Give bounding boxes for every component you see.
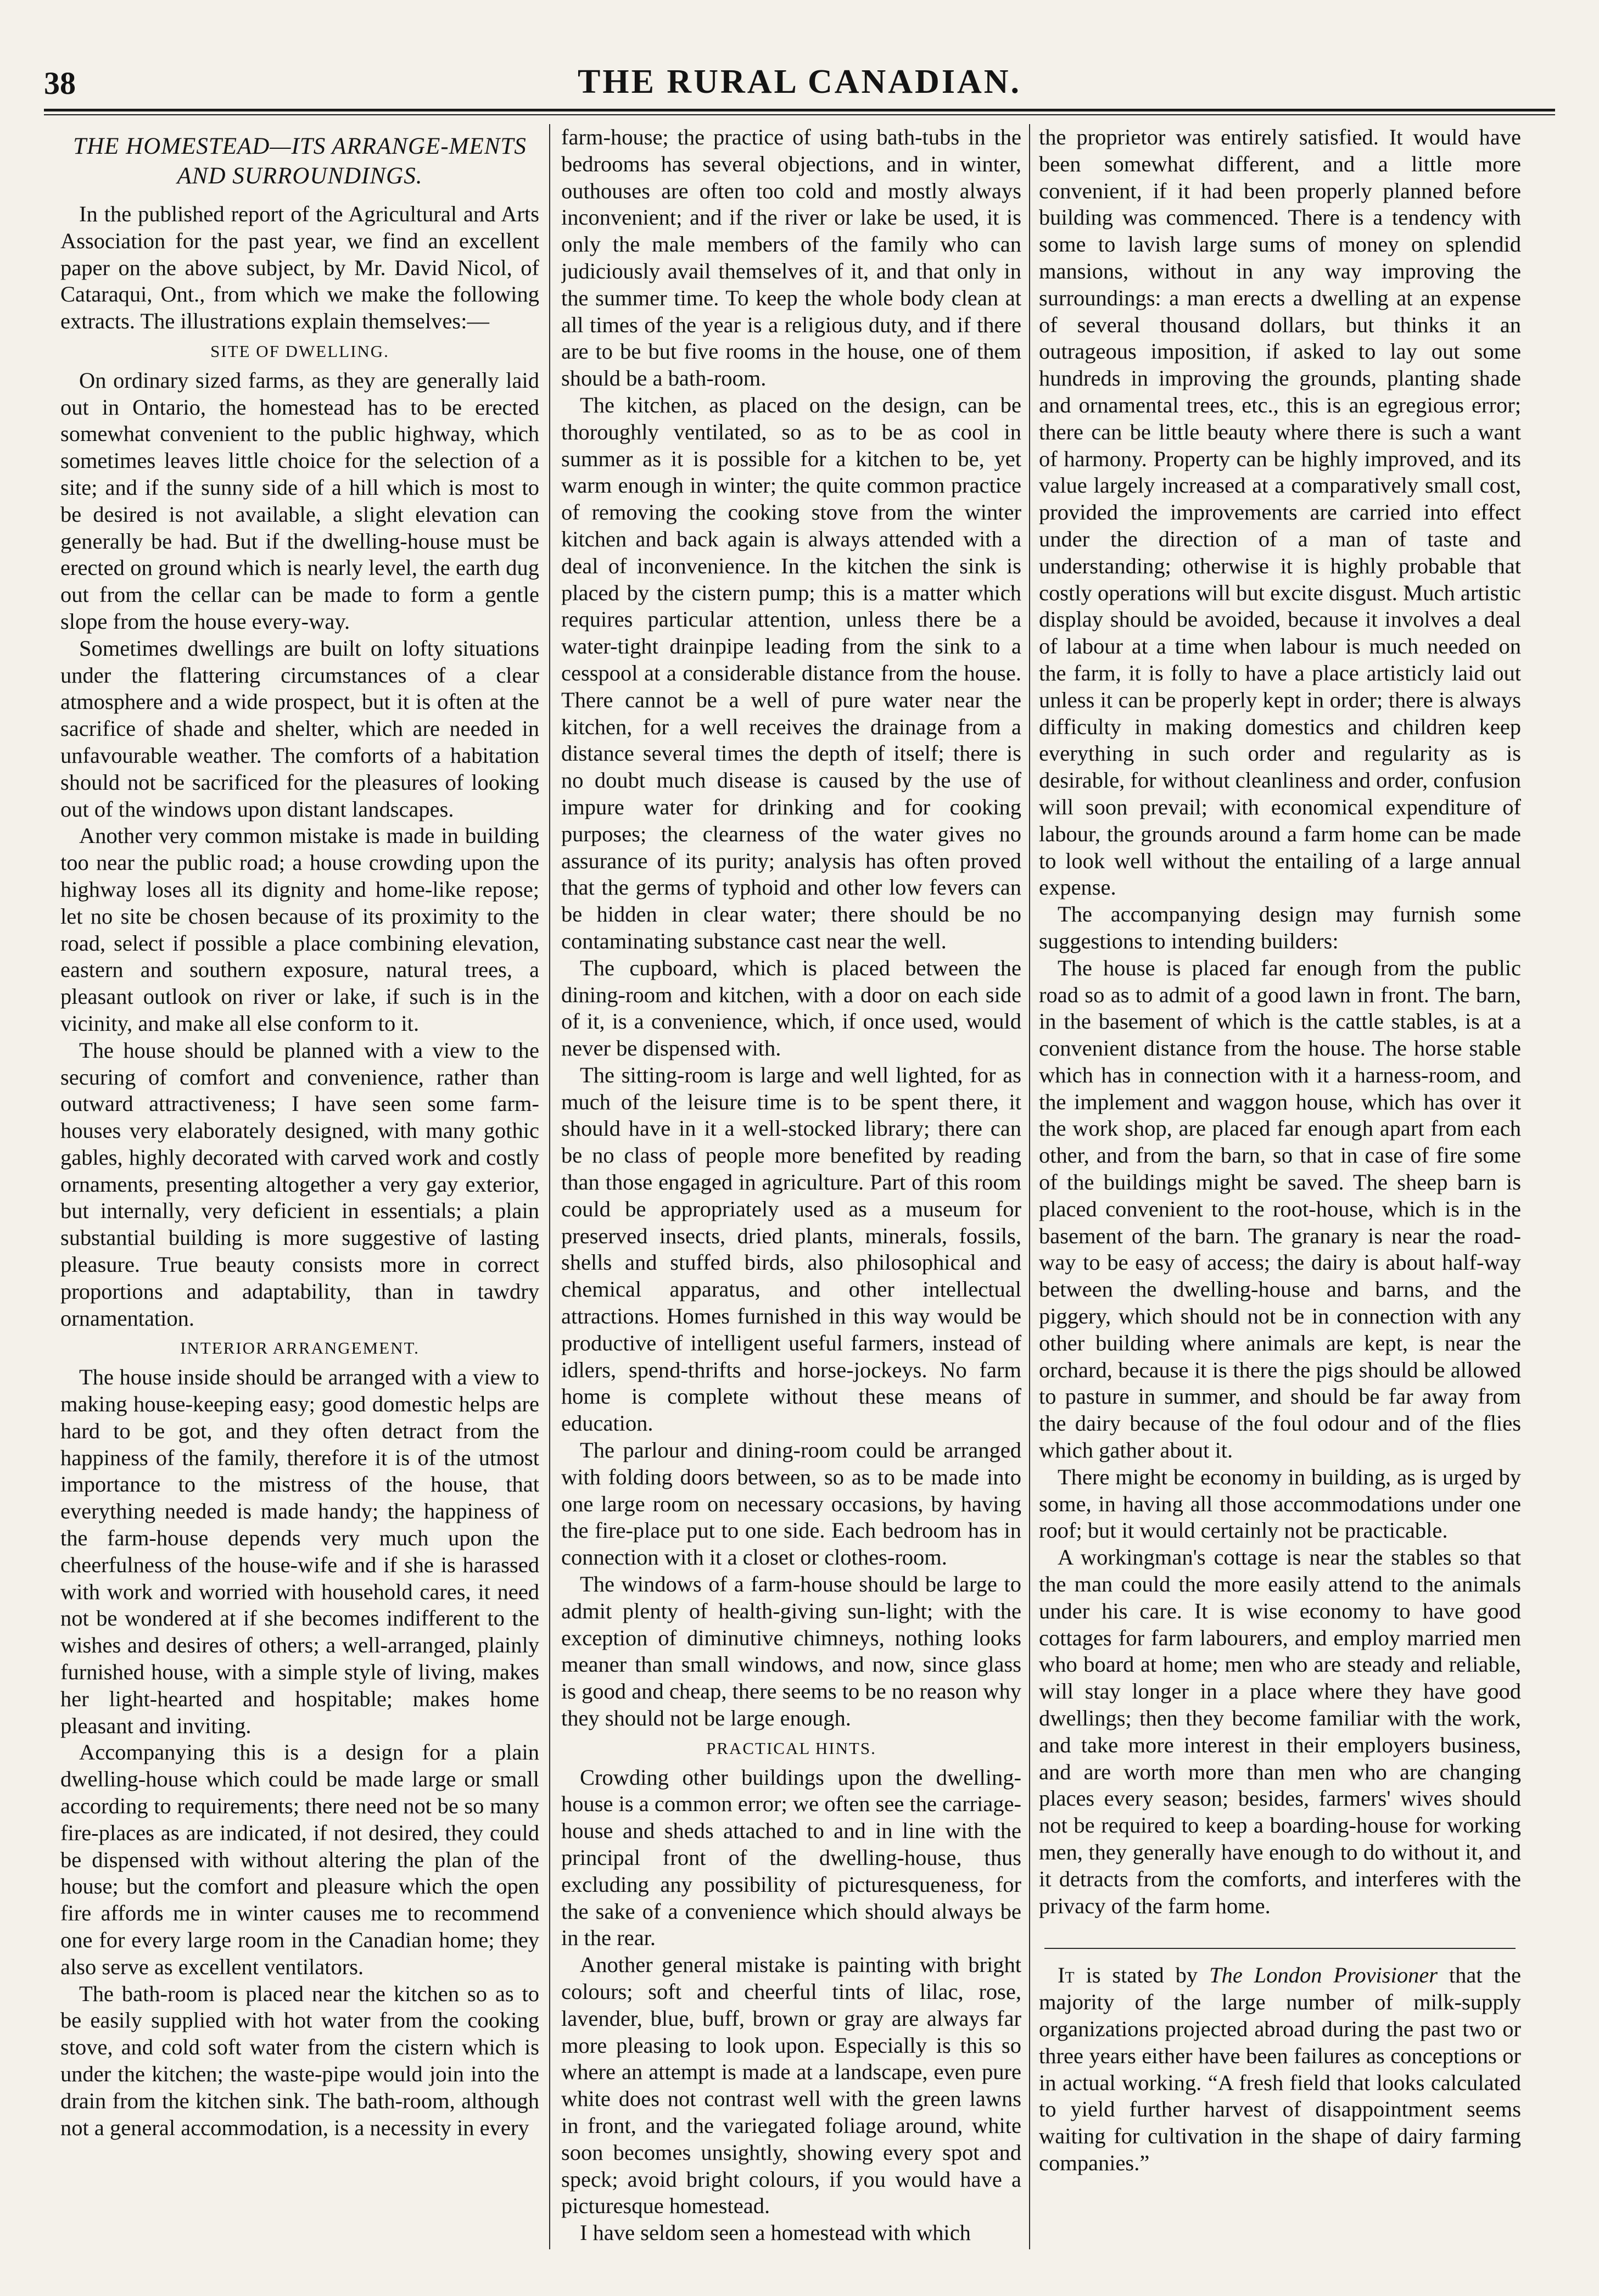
paragraph: Another general mistake is painting with bright colours; soft and cheerful tints of lilac, rose, lavender, blue, buff, brown or gray are always far more pleasing to look upon. Especially is this so where an attempt is made at a landscape, even pure white does not contrast well with the green lawns in front, and the variegated foliage around, white soon becomes unsightly, showing every spot and speck; avoid bright colours, if you would have a picturesque homestead. xyxy=(561,1952,1021,2219)
paragraph: The sitting-room is large and well lighted, for as much of the leisure time is to be spent there, it should have in it a well-stocked library; there can be no class of people more benefited by reading than those engaged in agriculture. Part of this room could be appropriately used as a museum for preserved insects, dried plants, minerals, fossils, shells and stuffed birds, also philosophical and chemical apparatus, and other intellectual attractions. Homes furnished in this way would be productive of intelligent useful farmers, instead of idlers, spend-thrifts and horse-jockeys. No farm home is complete without these means of education. xyxy=(561,1062,1021,1436)
masthead-title: THE RURAL CANADIAN. xyxy=(577,63,1021,100)
paragraph: the proprietor was entirely satisfied. It would have been somewhat different, and a little more convenient, if it had been properly planned before building was commenced. There is a tendency with some to lavish large sums of money on splendid mansions, without in any way improving the surroundings: a man erects a dwelling at an expense of several thousand dollars, but thinks it an outrageous imposition, if asked to lay out some hundreds in improving the grounds, planting shade and ornamental trees, etc., this is an egregious error; there can be little beauty where there is such a want of harmony. Property can be highly improved, and its value largely increased at a comparatively small cost, provided the improvements are carried into effect under the direction of a man of taste and understanding; otherwise it is highly probable that costly operations will but excite disgust. Much artistic display should be avoided, because it involves a deal of labour at a time when labour is much needed on the farm, it is folly to have a place artisticly laid out unless it can be properly kept in order; there is always difficulty in making domestics and children keep everything in such order and regularity as is desirable, for without cleanliness and order, confusion will soon prevail; with economical expenditure of labour, the grounds around a farm home can be made to look well without the entailing of a large annual expense. xyxy=(1039,125,1521,900)
news-note xyxy=(1039,1962,1521,2176)
article-title: THE HOMESTEAD—ITS ARRANGE-MENTS AND SURROUNDINGS. xyxy=(73,133,527,189)
paragraph: The cupboard, which is placed between the dining-room and kitchen, with a door on each side of it, is a convenience, which, if once used, would never be dispensed with. xyxy=(561,955,1021,1061)
note-lead: It xyxy=(1058,1963,1075,1988)
paragraph: A workingman's cottage is near the stables so that the man could the more easily attend to the animals under his care. It is wise economy to have good cottages for farm labourers, and employ married men who board at home; men who are steady and reliable, will stay longer in a place where they have good dwellings; then they become familiar with the work, and take more interest in their employers business, and are worth more than men who are changing places every season; besides, farmers' wives should not be required to keep a boarding-house for working men, they generally have enough to do without it, and it detracts from the comforts, and interferes with the privacy of the farm home. xyxy=(1039,1545,1521,1918)
column-3 xyxy=(1039,124,1521,2255)
paragraph: The kitchen, as placed on the design, can be thoroughly ventilated, so as to be as cool in summer as it is possible for a kitchen to be, yet warm enough in winter; the quite common practice of removing the cooking stove from the winter kitchen and back again is always attended with a deal of inconvenience. In the kitchen the sink is placed by the cistern pump; this is a matter which requires particular attention, unless there be a water-tight drainpipe leading from the sink to a cesspool at a considerable distance from the house. There cannot be a well of pure water near the kitchen, for a well receives the drainage from a distance several times the depth of itself; there is no doubt much disease is caused by the use of impure water for drinking and for cooking purposes; the clearness of the water gives no assurance of its purity; analysis has often proved that the germs of typhoid and other low fevers can be hidden in clear water; there should be no contaminating substance cast near the well. xyxy=(561,392,1021,953)
paragraph: The parlour and dining-room could be arranged with folding doors between, so as to be made into one large room on necessary occasions, by having the fire-place put to one side. Each bedroom has in connection with it a closet or clothes-room. xyxy=(561,1438,1021,1570)
paragraph: The bath-room is placed near the kitchen so as to be easily supplied with hot water from the cooking stove, and cold soft water from the cistern which is under the kitchen; the waste-pipe would join into the drain from the kitchen sink. The bath-room, although not a general accommodation, is a necessity in every xyxy=(60,1981,539,2140)
column-2 xyxy=(561,124,1021,2255)
article-intro: In the published report of the Agricultural and Arts Association for the past year, we find an excellent paper on the above subject, by Mr. David Nicol, of Cataraqui, Ont., from which we make the following extracts. The illustrations explain themselves:— xyxy=(60,202,539,334)
column-1 xyxy=(60,124,539,2255)
note-text-before: is stated by xyxy=(1074,1963,1210,1988)
note-text-after: that the majority of the large number of milk-supply organizations projected abroad during the past two or three years either have been failures as conceptions or in actual working. “A fresh field that looks calculated to yield further harvest of disappointment seems waiting for cultivation in the shape of dairy farming companies.” xyxy=(1039,1963,1521,2175)
section-heading-interior: INTERIOR ARRANGEMENT. xyxy=(180,1338,420,1358)
section-heading-site: SITE OF DWELLING. xyxy=(210,341,389,361)
column-divider-1 xyxy=(549,124,550,2249)
header-rule-thick xyxy=(44,109,1555,111)
paragraph: Accompanying this is a design for a plain dwelling-house which could be made large or small according to requirements; there need not be so many fire-places as are indicated, if not desired, they could be dispensed with without altering the plan of the house; but the comfort and pleasure which the open fire affords me in winter causes me to recommend one for every large room in the Canadian home; they also serve as excellent ventilators. xyxy=(60,1740,539,1979)
page-header xyxy=(44,65,1555,103)
article-divider xyxy=(1044,1948,1516,1949)
column-divider-2 xyxy=(1029,124,1030,2249)
paragraph: I have seldom seen a homestead with which xyxy=(580,2220,971,2245)
paragraph: Sometimes dwellings are built on lofty situations under the flattering circumstances of a clear atmosphere and a wide prospect, but it is often at the sacrifice of shade and shelter, which are needed in unfavourable weather. The comforts of a habitation should not be sacrificed for the pleasures of looking out of the windows upon distant landscapes. xyxy=(60,635,539,822)
note-source: The London Provisioner xyxy=(1209,1963,1438,1988)
paragraph: Another very common mistake is made in building too near the public road; a house crowding upon the highway loses all its dignity and home-like repose; let no site be chosen because of its proximity to the road, select if possible a place combining elevation, eastern and southern exposure, natural trees, a pleasant outlook on river or lake, if such is in the vicinity, and make all else conform to it. xyxy=(60,823,539,1036)
page-number: 38 xyxy=(44,65,76,101)
header-rule-thin xyxy=(44,114,1555,115)
paragraph: On ordinary sized farms, as they are generally laid out in Ontario, the homestead has to be erected somewhat convenient to the public highway, which sometimes leaves little choice for the selection of a site; and if the sunny side of a hill which is most to be desired is not available, a slight elevation can generally be had. But if the dwelling-house must be erected on ground which is nearly level, the earth dug out from the cellar can be made to form a gentle slope from the house every-way. xyxy=(60,367,539,634)
paragraph: The house should be planned with a view to the securing of comfort and convenience, rather than outward attractiveness; I have seen some farm-houses very elaborately designed, with many gothic gables, highly decorated with carved work and costly ornaments, presenting altogether a very gay exterior, but internally, very deficient in essentials; a plain substantial building is more suggestive of lasting pleasure. True beauty consists more in correct proportions and adaptability, than in tawdry ornamentation. xyxy=(60,1037,539,1331)
paragraph: The windows of a farm-house should be large to admit plenty of health-giving sun-light; with the exception of diminutive chimneys, nothing looks meaner than small windows, and now, since glass is good and cheap, there seems to be no reason why they should not be large enough. xyxy=(561,1572,1021,1731)
paragraph: The accompanying design may furnish some suggestions to intending builders: xyxy=(1039,902,1521,953)
paragraph: There might be economy in building, as is urged by some, in having all those accommodations under one roof; but it would certainly not be practicable. xyxy=(1039,1464,1521,1543)
paragraph: The house inside should be arranged with a view to making house-keeping easy; good domestic helps are hard to be got, and they often detract from the happiness of the family, therefore it is of the utmost importance to the mistress of the house, that everything needed is made handy; the happiness of the farm-house depends very much upon the cheerfulness of the house-wife and if she is harassed with work and worried with household cares, it need not be wondered at if she becomes indifferent to the wishes and desires of others; a well-arranged, plainly furnished house, with a simple style of living, makes her light-hearted and hospitable; makes home pleasant and inviting. xyxy=(60,1365,539,1738)
paragraph: farm-house; the practice of using bath-tubs in the bedrooms has several objections, and in winter, outhouses are often too cold and mostly always inconvenient; and if the river or lake be used, it is only the male members of the family who can judiciously avail themselves of it, and that only in the summer time. To keep the whole body clean at all times of the year is a religious duty, and if there are to be but five rooms in the house, one of them should be a bath-room. xyxy=(561,125,1021,391)
section-heading-hints: PRACTICAL HINTS. xyxy=(706,1738,876,1758)
paragraph: The house is placed far enough from the public road so as to admit of a good lawn in front. The barn, in the basement of which is the cattle stables, is at a convenient distance from the house. The horse stable which has in connection with it a harness-room, and the implement and waggon house, which has over it the work shop, are placed far enough apart from each other, and from the barn, so that in case of fire some of the buildings might be saved. The sheep barn is placed convenient to the root-house, which is in the basement of the barn. The granary is near the road-way to be easy of access; the dairy is about half-way between the dwelling-house and barns, and the piggery, which should not be in connection with any other building where animals are kept, is near the orchard, because it is there the pigs should be allowed to pasture in summer, and should be far away from the dairy because of the foul odour and of the flies which gather about it. xyxy=(1039,955,1521,1463)
paragraph: Crowding other buildings upon the dwelling-house is a common error; we often see the carriage-house and sheds attached to and in line with the principal front of the dwelling-house, thus excluding any possibility of picturesqueness, for the sake of a convenience which should always be in the rear. xyxy=(561,1764,1021,1951)
note-paragraph xyxy=(1039,1962,1521,2176)
